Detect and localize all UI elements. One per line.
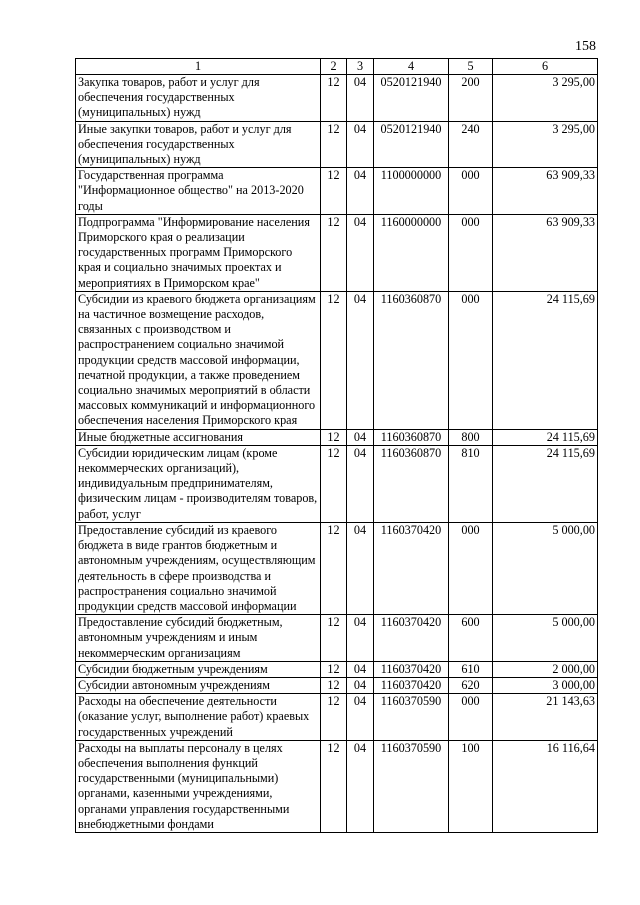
row-amount: 5 000,00 <box>493 615 598 662</box>
table-row <box>76 615 598 662</box>
row-name: Субсидии юридическим лицам (кроме некоммерческих организаций), индивидуальным предпринимателям, физическим лицам - производителям товаров, работ, услуг <box>76 445 321 522</box>
row-subsection: 04 <box>347 661 374 677</box>
row-name: Иные закупки товаров, работ и услуг для обеспечения государственных (муниципальных) нужд <box>76 121 321 168</box>
row-expense-type: 000 <box>449 214 493 291</box>
row-amount: 24 115,69 <box>493 291 598 429</box>
row-subsection: 04 <box>347 677 374 693</box>
row-target-code: 1160360870 <box>374 429 449 445</box>
row-expense-type: 000 <box>449 291 493 429</box>
table-row <box>76 677 598 693</box>
row-amount: 3 295,00 <box>493 75 598 122</box>
row-target-code: 1160360870 <box>374 445 449 522</box>
row-subsection: 04 <box>347 445 374 522</box>
row-amount: 24 115,69 <box>493 429 598 445</box>
row-amount: 3 000,00 <box>493 677 598 693</box>
row-section: 12 <box>321 615 347 662</box>
row-section: 12 <box>321 445 347 522</box>
row-target-code: 1160360870 <box>374 291 449 429</box>
row-section: 12 <box>321 429 347 445</box>
row-section: 12 <box>321 677 347 693</box>
row-amount: 2 000,00 <box>493 661 598 677</box>
budget-table <box>75 58 598 833</box>
header-col-2: 2 <box>321 59 347 75</box>
header-col-1: 1 <box>76 59 321 75</box>
row-expense-type: 810 <box>449 445 493 522</box>
row-target-code: 1160370590 <box>374 740 449 832</box>
table-row <box>76 740 598 832</box>
row-name: Субсидии автономным учреждениям <box>76 677 321 693</box>
row-expense-type: 000 <box>449 168 493 215</box>
row-amount: 5 000,00 <box>493 522 598 614</box>
row-section: 12 <box>321 291 347 429</box>
table-row <box>76 214 598 291</box>
header-col-3: 3 <box>347 59 374 75</box>
row-subsection: 04 <box>347 214 374 291</box>
row-section: 12 <box>321 214 347 291</box>
table-row <box>76 429 598 445</box>
row-section: 12 <box>321 121 347 168</box>
header-col-4: 4 <box>374 59 449 75</box>
row-expense-type: 600 <box>449 615 493 662</box>
row-target-code: 1160370590 <box>374 694 449 741</box>
row-name: Предоставление субсидий бюджетным, автономным учреждениям и иным некоммерческим организациям <box>76 615 321 662</box>
table-row <box>76 445 598 522</box>
row-amount: 63 909,33 <box>493 168 598 215</box>
row-expense-type: 000 <box>449 694 493 741</box>
header-col-5: 5 <box>449 59 493 75</box>
row-amount: 16 116,64 <box>493 740 598 832</box>
row-amount: 3 295,00 <box>493 121 598 168</box>
row-target-code: 0520121940 <box>374 121 449 168</box>
row-name: Иные бюджетные ассигнования <box>76 429 321 445</box>
row-expense-type: 240 <box>449 121 493 168</box>
header-row <box>76 59 598 75</box>
row-target-code: 1160370420 <box>374 677 449 693</box>
table-row <box>76 522 598 614</box>
row-section: 12 <box>321 75 347 122</box>
table-row <box>76 661 598 677</box>
row-expense-type: 610 <box>449 661 493 677</box>
row-expense-type: 000 <box>449 522 493 614</box>
table-row <box>76 694 598 741</box>
row-section: 12 <box>321 740 347 832</box>
header-col-6: 6 <box>493 59 598 75</box>
row-target-code: 1160370420 <box>374 615 449 662</box>
row-subsection: 04 <box>347 291 374 429</box>
row-target-code: 0520121940 <box>374 75 449 122</box>
row-expense-type: 620 <box>449 677 493 693</box>
row-target-code: 1160000000 <box>374 214 449 291</box>
row-amount: 21 143,63 <box>493 694 598 741</box>
table-row <box>76 168 598 215</box>
row-subsection: 04 <box>347 429 374 445</box>
row-expense-type: 200 <box>449 75 493 122</box>
row-amount: 24 115,69 <box>493 445 598 522</box>
row-section: 12 <box>321 661 347 677</box>
table-row <box>76 75 598 122</box>
table-row <box>76 291 598 429</box>
row-name: Предоставление субсидий из краевого бюджета в виде грантов бюджетным и автономным учреждениям, осуществляющим деятельность в сфере производства и распространения социально значимой продукции средств массовой информации <box>76 522 321 614</box>
row-name: Субсидии бюджетным учреждениям <box>76 661 321 677</box>
row-subsection: 04 <box>347 740 374 832</box>
row-name: Субсидии из краевого бюджета организациям на частичное возмещение расходов, связанных с производством и распространением социально значимой продукции средств массовой информации, печатной продукции, а также проведением социально значимых мероприятий в области массовых коммуникаций и информационного обеспечения населения Приморского края <box>76 291 321 429</box>
row-subsection: 04 <box>347 522 374 614</box>
row-name: Расходы на выплаты персоналу в целях обеспечения выполнения функций государственными (муниципальными) органами, казенными учреждениями, органами управления государственными внебюджетными фондами <box>76 740 321 832</box>
row-subsection: 04 <box>347 75 374 122</box>
row-subsection: 04 <box>347 615 374 662</box>
row-subsection: 04 <box>347 168 374 215</box>
row-name: Расходы на обеспечение деятельности (оказание услуг, выполнение работ) краевых государственных учреждений <box>76 694 321 741</box>
page-number: 158 <box>575 39 596 54</box>
row-target-code: 1100000000 <box>374 168 449 215</box>
row-target-code: 1160370420 <box>374 661 449 677</box>
row-expense-type: 100 <box>449 740 493 832</box>
row-section: 12 <box>321 694 347 741</box>
row-section: 12 <box>321 168 347 215</box>
table-row <box>76 121 598 168</box>
row-name: Закупка товаров, работ и услуг для обеспечения государственных (муниципальных) нужд <box>76 75 321 122</box>
row-subsection: 04 <box>347 694 374 741</box>
row-subsection: 04 <box>347 121 374 168</box>
row-amount: 63 909,33 <box>493 214 598 291</box>
row-name: Государственная программа "Информационное общество" на 2013-2020 годы <box>76 168 321 215</box>
row-target-code: 1160370420 <box>374 522 449 614</box>
row-name: Подпрограмма "Информирование населения Приморского края о реализации государственных программ Приморского края и социально значимых проектах и мероприятиях в Приморском крае" <box>76 214 321 291</box>
row-expense-type: 800 <box>449 429 493 445</box>
row-section: 12 <box>321 522 347 614</box>
